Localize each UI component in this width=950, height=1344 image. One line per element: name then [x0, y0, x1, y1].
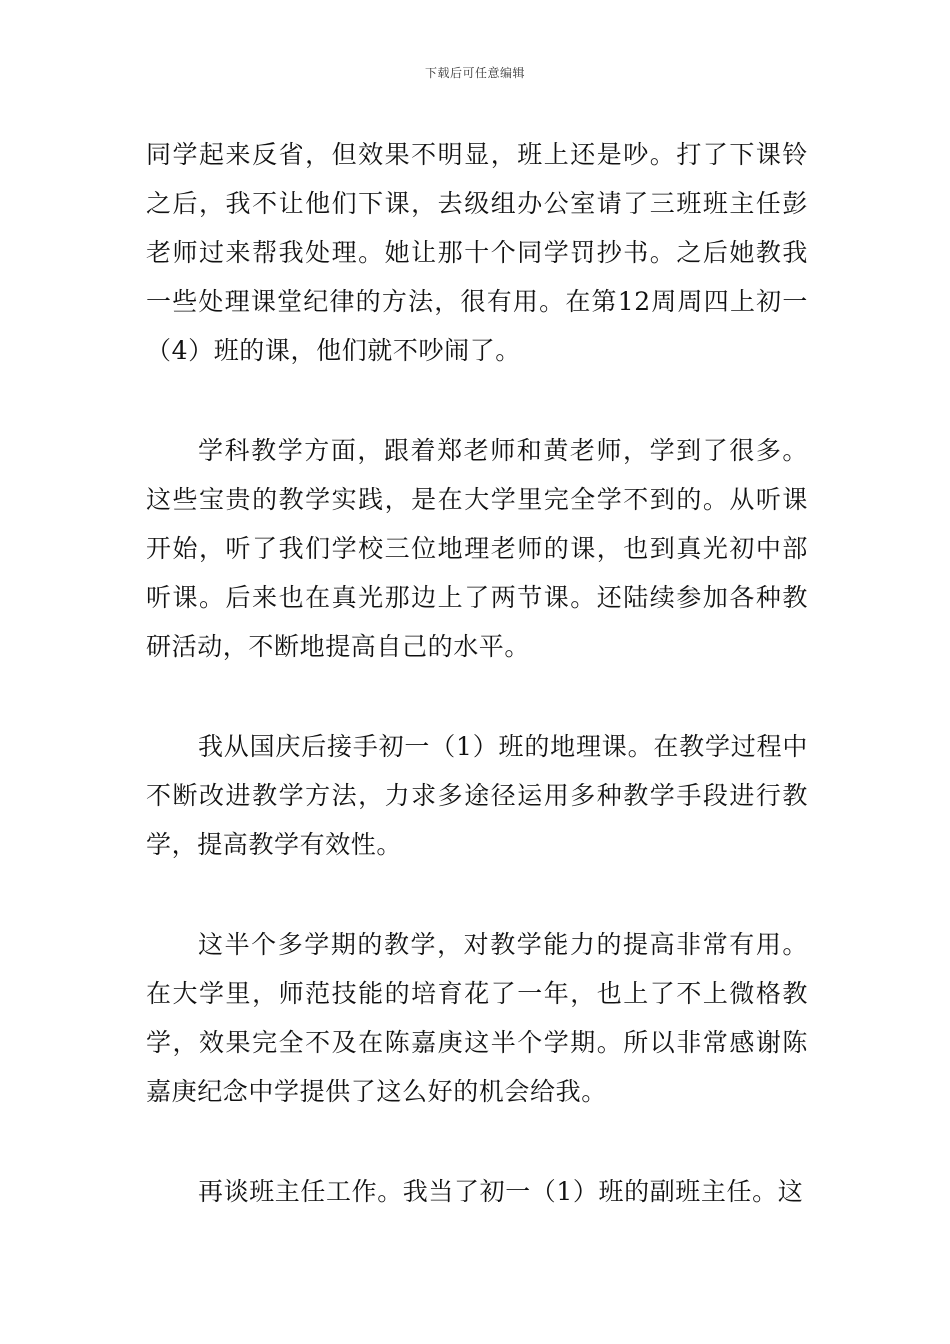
paragraph-gap [146, 671, 808, 722]
paragraph-geography-class: 我从国庆后接手初一（1）班的地理课。在教学过程中不断改进教学方法，力求多途径运用多种教学手段进行教学，提高教学有效性。 [146, 732, 808, 859]
paragraph-gap [146, 1116, 808, 1167]
paragraph-reflection: 这半个多学期的教学，对教学能力的提高非常有用。在大学里，师范技能的培育花了一年，也上了不上微格教学，效果完全不及在陈嘉庚这半个学期。所以非常感谢陈嘉庚纪念中学提供了这么好的机会给我。 [146, 930, 808, 1106]
header-note: 下载后可任意编辑 [424, 66, 525, 80]
document-body [146, 130, 808, 1216]
paragraph-head-teacher: 再谈班主任工作。我当了初一（1）班的副班主任。这 [198, 1177, 804, 1206]
paragraph-gap [146, 375, 808, 426]
paragraph-subject-teaching: 学科教学方面，跟着郑老师和黄老师，学到了很多。这些宝贵的教学实践，是在大学里完全学不到的。从听课开始，听了我们学校三位地理老师的课，也到真光初中部听课。后来也在真光那边上了两节课。还陆续参加各种教研活动，不断地提高自己的水平。 [146, 436, 808, 661]
paragraph-gap [146, 869, 808, 920]
paragraph-continuation: 同学起来反省，但效果不明显，班上还是吵。打了下课铃之后，我不让他们下课，去级组办公室请了三班班主任彭老师过来帮我处理。她让那十个同学罚抄书。之后她教我一些处理课堂纪律的方法，很有用。在第12周周四上初一（4）班的课，他们就不吵闹了。 [146, 140, 808, 365]
